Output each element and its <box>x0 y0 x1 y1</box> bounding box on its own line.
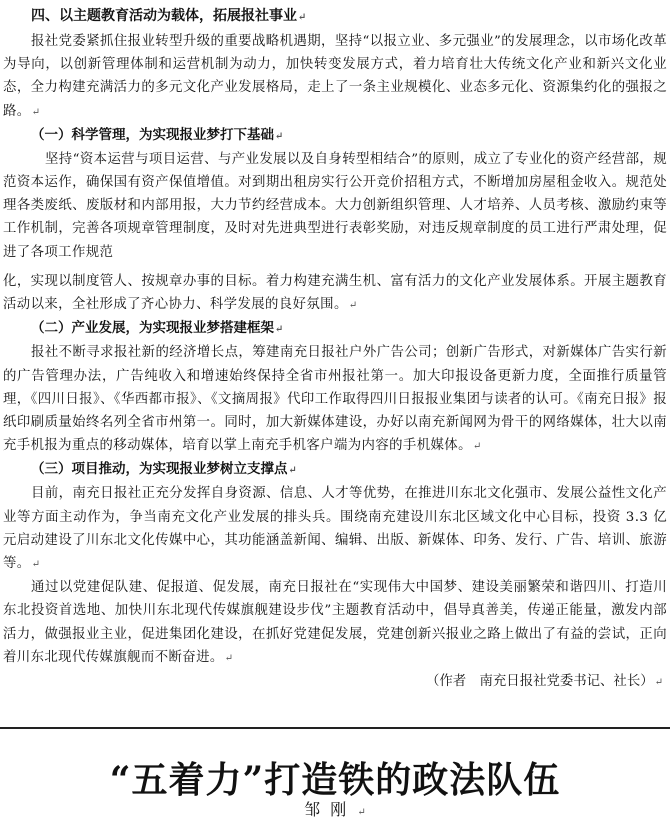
intro-paragraph: 报社党委紧抓住报业转型升级的重要战略机遇期，坚持“以报立业、多元强业”的发展理念，以市场化改革为导向，以创新管理体制和运营机制为动力，加快转变发展方式，着力培育壮大传统文化产业和新兴文化业态，全力构建充满活力的多元文化产业发展格局，走上了一条主业规模化、业态多元化、资源集约化的强报之路。↵ <box>3 34 667 119</box>
paragraph-2: 报社不断寻求报社新的经济增长点，筹建南充日报社户外广告公司；创新广告形式，对新媒体广告实行新的广告管理办法，广告纯收入和增速始终保持全省市州报社第一。加大印报设备更新力度，全面推行质量管理，《四川日报》、《华西都市报》、《文摘周报》代印工作取得四川日报报业集团与读者的认可。《南充日报》报纸印刷质量始终名列全省市州第一。同时，加大新媒体建设，办好以南充新闻网为骨干的网络媒体，壮大以南充手机报为重点的移动媒体，培育以掌上南充手机客户端为内容的手机媒体。↵ <box>3 345 667 454</box>
paragraph-4: 通过以党建促队建、促报道、促发展，南充日报社在“实现伟大中国梦、建设美丽繁荣和谐四川、打造川东北投资首选地、加快川东北现代传媒旗舰建设步伐”主题教育活动中，倡导真善美，传递正能量，激发内部活力，做强报业主业，促进集团化建设，在抓好党建促发展，党建创新兴报业之路上做出了有益的尝试，正向着川东北现代传媒旗舰而不断奋进。↵ <box>3 580 667 665</box>
article-divider <box>0 727 670 729</box>
next-article-title: “五着力”打造铁的政法队伍 <box>109 759 561 801</box>
article-top <box>3 4 667 264</box>
article-continued <box>3 270 667 694</box>
section-heading: 四、以主题教育活动为载体，拓展报社事业↵ <box>31 8 307 24</box>
subheading-1: （一）科学管理，为实现报业梦打下基础↵ <box>31 126 284 143</box>
paragraph-1a: 坚持“资本运营与项目运营、与产业发展以及自身转型相结合”的原则，成立了专业化的资产经营部，规范资本运作，确保国有资产保值增值。对到期出租房实行公开竞价招租方式，不断增加房屋租金收入。规范处理各类废纸、废版材和内部用报，大力节约经营成本。大力创新组织管理、人才培养、人员考核、激励约束等工作机制，完善各项规章管理制度，及时对先进典型进行表彰奖励，对违反规章制度的员工进行严肃处理，促进了各项工作规范 <box>3 151 667 260</box>
next-article-author: 邹刚↵ <box>304 800 366 819</box>
paragraph-3: 目前，南充日报社正充分发挥自身资源、信息、人才等优势，在推进川东北文化强市、发展公益性文化产业等方面主动作为，争当南充文化产业发展的排头兵。围绕南充建设川东北区域文化中心目标，投资 3.3 亿元启动建设了川东北文化传媒中心，其功能涵盖新闻、编辑、出版、新媒体、印务、发行、广告、培训、旅游等。↵ <box>3 486 667 572</box>
author-signature: （作者 南充日报社党委书记、社长）↵ <box>425 674 663 690</box>
subheading-2: （二）产业发展，为实现报业梦搭建框架↵ <box>31 320 284 337</box>
subheading-3: （三）项目推动，为实现报业梦树立支撑点↵ <box>31 461 297 478</box>
paragraph-1b: 化，实现以制度管人、按规章办事的目标。着力构建充满生机、富有活力的文化产业发展体系。开展主题教育活动以来，全社形成了齐心协力、科学发展的良好氛围。↵ <box>3 274 667 313</box>
